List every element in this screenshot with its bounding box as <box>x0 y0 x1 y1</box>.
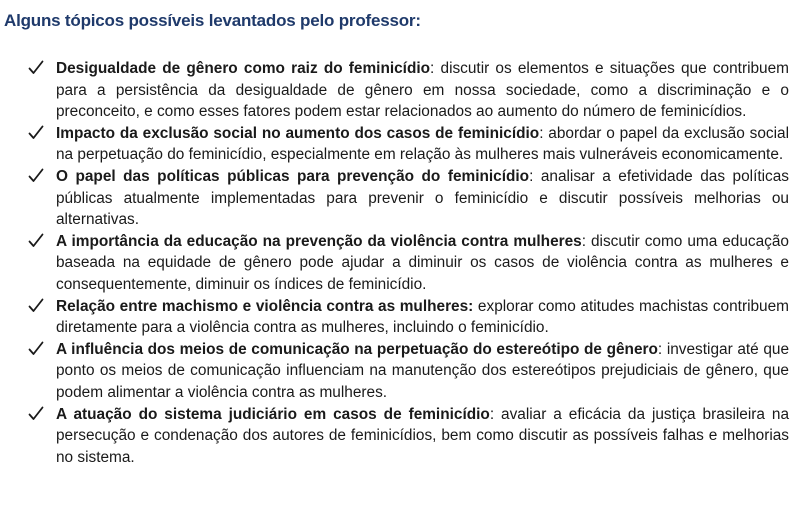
topic-title: A importância da educação na prevenção da violência contra mulheres <box>56 232 582 250</box>
topic-item <box>0 404 792 469</box>
topic-title: O papel das políticas públicas para prevenção do feminicídio <box>56 167 530 185</box>
checkmark-icon <box>27 405 45 423</box>
checkmark-icon <box>27 340 45 358</box>
topic-title: Relação entre machismo e violência contra as mulheres: <box>56 297 474 315</box>
checkmark-icon <box>27 59 45 77</box>
topic-description: : investigar até que ponto os meios de comunicação influenciam na manutenção dos estereótipos prejudiciais de gênero, que podem alimentar a violência contra as mulheres. <box>56 340 790 401</box>
topic-item <box>0 123 792 166</box>
checkmark-icon <box>27 232 45 250</box>
topic-description: explorar como atitudes machistas contribuem diretamente para a violência contra as mulheres, incluindo o feminicídio. <box>56 297 789 337</box>
checkmark-icon <box>27 297 45 315</box>
checkmark-icon <box>27 124 45 142</box>
topic-item <box>0 296 792 339</box>
topic-item <box>0 58 792 123</box>
topic-title: Impacto da exclusão social no aumento dos casos de feminicídio <box>56 124 540 142</box>
topic-description: : discutir os elementos e situações que contribuem para a persistência da desigualdade de gênero em nossa sociedade, como a discriminação e o preconceito, e como esses fatores podem estar relacionados ao aumento do número de feminicídios. <box>56 60 789 121</box>
topic-description: : avaliar a eficácia da justiça brasileira na persecução e condenação dos autores de feminicídios, bem como discutir as possíveis falhas e melhorias no sistema. <box>56 405 790 466</box>
topic-title: A atuação do sistema judiciário em casos de feminicídio <box>56 405 490 423</box>
topic-item <box>0 231 792 296</box>
topic-item <box>0 339 792 404</box>
topic-description: : discutir como uma educação baseada na equidade de gênero pode ajudar a diminuir os casos de violência contra as mulheres e consequentemente, diminuir os índices de feminicídio. <box>56 232 789 293</box>
topic-list <box>0 58 792 468</box>
topic-description: : abordar o papel da exclusão social na perpetuação do feminicídio, especialmente em relação às mulheres mais vulneráveis economicamente. <box>56 124 789 164</box>
topic-title: A influência dos meios de comunicação na perpetuação do estereótipo de gênero <box>56 340 658 358</box>
topic-title: Desigualdade de gênero como raiz do feminicídio <box>56 60 431 77</box>
topic-description: : analisar a efetividade das políticas públicas atualmente implementadas para prevenir o feminicídio e discutir possíveis melhorias ou alternativas. <box>56 167 789 229</box>
page-heading: Alguns tópicos possíveis levantados pelo professor: <box>4 11 421 30</box>
topic-item <box>0 166 792 231</box>
checkmark-icon <box>27 167 45 185</box>
